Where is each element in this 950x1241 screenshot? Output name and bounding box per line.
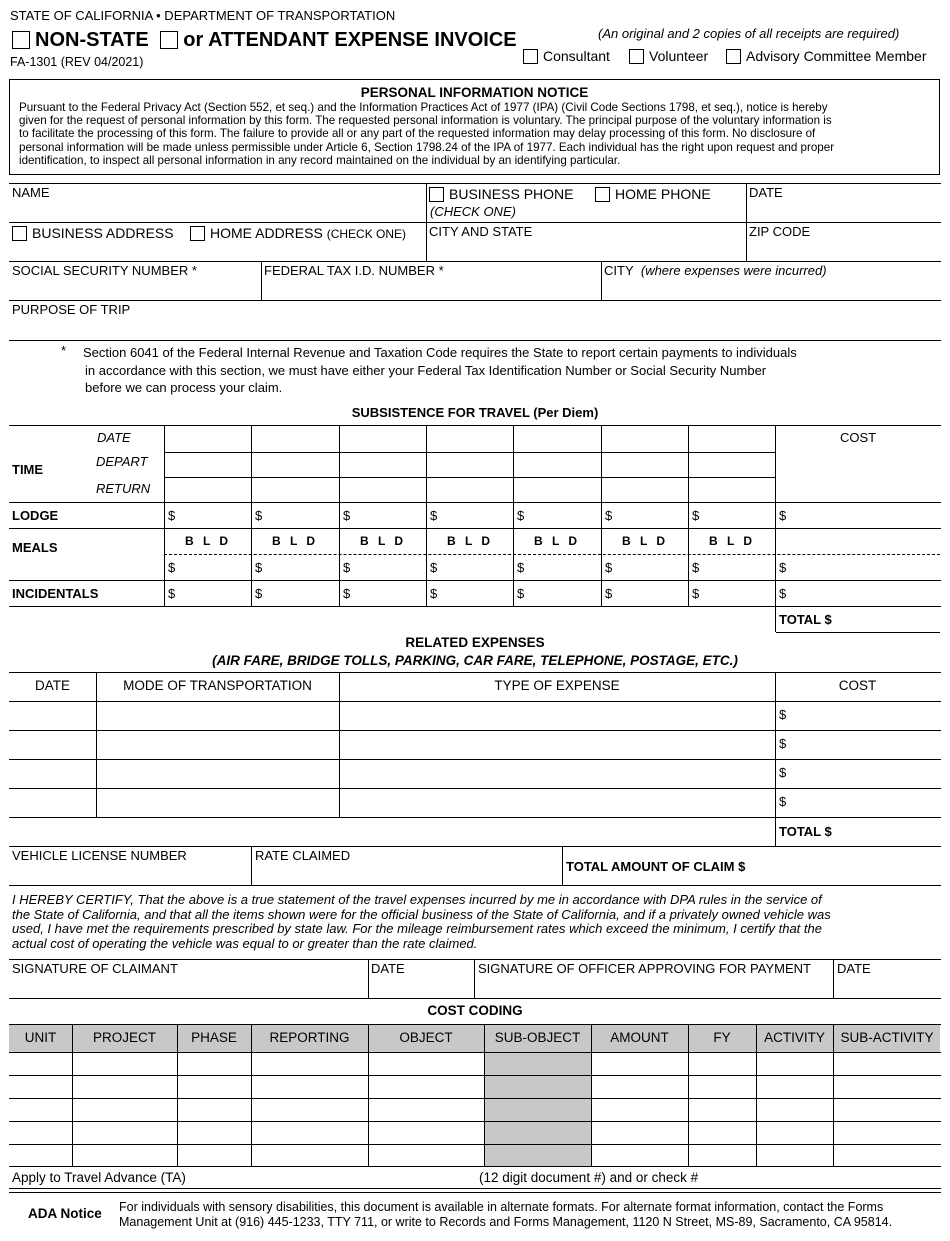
related-type-header: TYPE OF EXPENSE: [494, 678, 620, 693]
privacy-title: PERSONAL INFORMATION NOTICE: [360, 85, 589, 100]
meal-codes: B L D: [271, 534, 319, 548]
related-cost-header: COST: [838, 678, 877, 693]
meals-dollar: $: [343, 560, 351, 575]
meal-codes: B L D: [359, 534, 407, 548]
home-phone-option: HOME PHONE: [595, 186, 711, 202]
total-claim-label: TOTAL AMOUNT OF CLAIM $: [566, 859, 746, 874]
lodge-dollar: $: [517, 508, 525, 523]
meals-dollar: $: [605, 560, 613, 575]
col-amount: AMOUNT: [610, 1030, 669, 1045]
incidentals-dollar: $: [255, 586, 263, 601]
title-non-state: NON-STATE: [35, 29, 149, 51]
officer-date-label: DATE: [837, 961, 871, 976]
fed-tax-label: FEDERAL TAX I.D. NUMBER *: [264, 263, 444, 278]
related-cost-dollar: $: [779, 794, 787, 809]
lodge-dollar: $: [692, 508, 700, 523]
col-unit: UNIT: [24, 1030, 57, 1045]
lodge-cost-dollar: $: [779, 508, 787, 523]
form-title: [12, 29, 517, 52]
return-label: RETURN: [96, 481, 151, 496]
meals-dollar: $: [168, 560, 176, 575]
city-expenses-label: CITY (where expenses were incurred): [604, 263, 827, 278]
meals-dollar: $: [692, 560, 700, 575]
date-row-label: DATE: [97, 430, 131, 445]
incidentals-dollar: $: [343, 586, 351, 601]
home-phone-checkbox[interactable]: [595, 187, 610, 202]
col-object: OBJECT: [399, 1030, 453, 1045]
name-label: NAME: [12, 185, 50, 200]
business-address-option: BUSINESS ADDRESS: [12, 225, 174, 241]
related-cost-dollar: $: [779, 736, 787, 751]
meals-dollar: $: [255, 560, 263, 575]
meal-codes: B L D: [184, 534, 232, 548]
lodge-dollar: $: [430, 508, 438, 523]
travel-advance-label: Apply to Travel Advance (TA): [12, 1170, 186, 1185]
lodge-label: LODGE: [12, 508, 59, 523]
ada-notice-label: ADA Notice: [28, 1206, 102, 1221]
officer-signature-label: SIGNATURE OF OFFICER APPROVING FOR PAYMENT: [478, 961, 811, 976]
role-consultant: Consultant: [523, 48, 610, 64]
certification-text: I HEREBY CERTIFY, That the above is a true statement of the travel expenses incurred by me in accordance with DPA rules in the service of the State of California, and that all the items shown were for the official business of the State of California, and if a privately owned vehicle was used, I have met the requirements prescribed by state law. For the mileage reimbursement rates which exceed the minimum, I certify that the actual cost of operating the vehicle was equal to or greater than the rate claimed.: [12, 892, 831, 952]
incidentals-dollar: $: [692, 586, 700, 601]
rate-claimed-label: RATE CLAIMED: [255, 848, 351, 863]
subsistence-total: TOTAL $: [779, 612, 832, 627]
meal-codes: B L D: [533, 534, 581, 548]
meal-codes: B L D: [708, 534, 756, 548]
date-label: DATE: [749, 185, 783, 200]
meals-label: MEALS: [12, 540, 58, 555]
col-phase: PHASE: [191, 1030, 237, 1045]
col-sub-activity: SUB-ACTIVITY: [840, 1030, 934, 1045]
incidentals-dollar: $: [517, 586, 525, 601]
lodge-dollar: $: [343, 508, 351, 523]
ada-notice-text: For individuals with sensory disabilities, this document is available in alternate formats. For alternate format information, contact the Forms Management Unit at (916) 445-1233, TTY 711, or write to Records and Forms Management, 1120 N Street, MS-89, Sacramento, CA 95814.: [119, 1200, 893, 1229]
non-state-checkbox[interactable]: [12, 31, 30, 49]
meals-dollar: $: [517, 560, 525, 575]
col-fy: FY: [713, 1030, 731, 1045]
advisory-checkbox[interactable]: [726, 49, 741, 64]
meals-cost-dollar: $: [779, 560, 787, 575]
phone-check-one: (CHECK ONE): [430, 204, 516, 219]
privacy-body: Pursuant to the Federal Privacy Act (Section 552, et seq.) and the Information Practices Act of 1977 (IPA) (Civil Code Sections 1798, et seq.), notice is hereby given for the request of personal information by this form. The requested personal information is voluntary. The principal purpose of the voluntary information is to facilitate the processing of this form. The failure to provide all or any part of the requested information may delay processing of this form. No disclosure of personal information will be made unless permissible under Article 6, Section 1798.24 of the IPA of 1977. Each individual has the right upon request and proper identification, to inspect all personal information in any record maintained on the individual by an identifying particular.: [19, 101, 835, 167]
name-field[interactable]: [13, 198, 421, 220]
time-label: TIME: [12, 462, 44, 477]
business-address-checkbox[interactable]: [12, 226, 27, 241]
title-attendant: or ATTENDANT EXPENSE INVOICE: [183, 29, 517, 51]
incidentals-cost-dollar: $: [779, 586, 787, 601]
related-cost-dollar: $: [779, 765, 787, 780]
vehicle-license-label: VEHICLE LICENSE NUMBER: [12, 848, 187, 863]
business-phone-option: BUSINESS PHONE: [429, 186, 573, 202]
footnote-star: *: [61, 343, 67, 358]
lodge-dollar: $: [605, 508, 613, 523]
col-project: PROJECT: [92, 1030, 156, 1045]
meals-dollar: $: [430, 560, 438, 575]
meal-codes: B L D: [446, 534, 494, 548]
form-number: FA-1301 (REV 04/2021): [10, 55, 144, 69]
depart-label: DEPART: [96, 454, 148, 469]
related-mode-header: MODE OF TRANSPORTATION: [123, 678, 312, 693]
agency-name: STATE OF CALIFORNIA • DEPARTMENT OF TRANSPORTATION: [10, 8, 396, 23]
home-address-checkbox[interactable]: [190, 226, 205, 241]
home-address-option: HOME ADDRESS (CHECK ONE): [190, 225, 406, 241]
sub-object-shaded-cells: [484, 1052, 591, 1166]
attendant-checkbox[interactable]: [160, 31, 178, 49]
lodge-dollar: $: [255, 508, 263, 523]
purpose-label: PURPOSE OF TRIP: [12, 302, 131, 317]
related-date-header: DATE: [34, 678, 70, 693]
volunteer-checkbox[interactable]: [629, 49, 644, 64]
col-sub-object: SUB-OBJECT: [494, 1030, 581, 1045]
claimant-date-label: DATE: [371, 961, 405, 976]
role-volunteer: Volunteer: [629, 48, 708, 64]
privacy-notice-box: [9, 79, 940, 175]
meal-codes: B L D: [621, 534, 669, 548]
copies-note: (An original and 2 copies of all receipts are required): [598, 26, 900, 41]
travel-advance-doc-note: (12 digit document #) and or check #: [479, 1170, 699, 1185]
related-total: TOTAL $: [779, 824, 832, 839]
related-title: RELATED EXPENSES: [405, 635, 545, 650]
related-subtitle: (AIR FARE, BRIDGE TOLLS, PARKING, CAR FARE, TELEPHONE, POSTAGE, ETC.): [212, 653, 738, 668]
cost-coding-title: COST CODING: [427, 1003, 523, 1018]
city-state-label: CITY AND STATE: [429, 224, 533, 239]
incidentals-label: INCIDENTALS: [12, 586, 99, 601]
col-activity: ACTIVITY: [764, 1030, 825, 1045]
subsistence-title: SUBSISTENCE FOR TRAVEL (Per Diem): [351, 405, 599, 420]
tax-footnote: Section 6041 of the Federal Internal Revenue and Taxation Code requires the State to report certain payments to individuals in accordance with this section, we must have either your Federal Tax Identification Number or Social Security Number before we can process your claim.: [83, 345, 797, 395]
claimant-signature-label: SIGNATURE OF CLAIMANT: [12, 961, 178, 976]
related-cost-dollar: $: [779, 707, 787, 722]
incidentals-dollar: $: [168, 586, 176, 601]
lodge-dollar: $: [168, 508, 176, 523]
consultant-checkbox[interactable]: [523, 49, 538, 64]
subsistence-cost-header: COST: [839, 430, 877, 445]
incidentals-dollar: $: [430, 586, 438, 601]
role-advisory: Advisory Committee Member: [726, 48, 927, 64]
col-reporting: REPORTING: [269, 1030, 350, 1045]
incidentals-dollar: $: [605, 586, 613, 601]
zip-label: ZIP CODE: [749, 224, 811, 239]
business-phone-checkbox[interactable]: [429, 187, 444, 202]
ssn-label: SOCIAL SECURITY NUMBER *: [12, 263, 197, 278]
